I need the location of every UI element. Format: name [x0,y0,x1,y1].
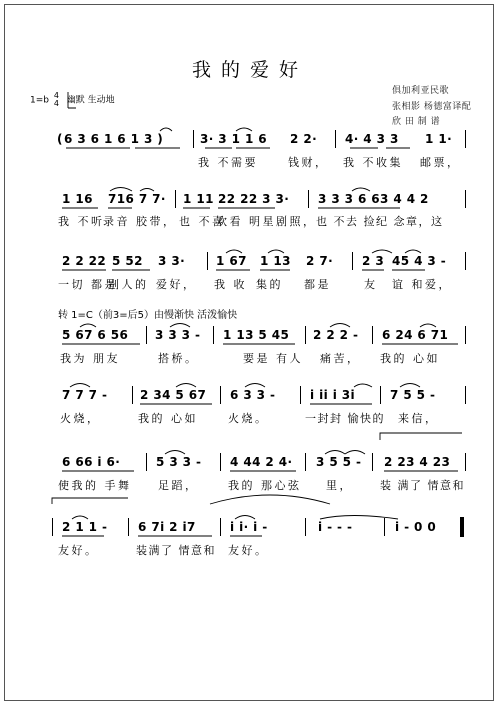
measure: 2 2 22 [62,254,107,268]
measure: 6 3 3 - [230,388,276,402]
measure: 22 22 3 3· [218,192,290,206]
modulation-marking: 转 1=C（前3=后5）由慢渐快 活泼愉快 [58,310,238,321]
lead-paren: ( [57,132,63,146]
lyric: 使我的 手舞 [58,479,132,492]
lyric: 也 不去 捡纪 念章，这 [316,215,444,228]
song-title: 我的爱好 [191,59,308,81]
lyric: 一切 都是 [58,278,118,291]
measure: 1 11 [183,192,214,206]
measure: 2 3 [362,254,385,268]
measure: 5 3 3 - [156,455,202,469]
measure: 4 44 2 4· [230,455,293,469]
lyric: 都是 [304,278,331,291]
time-bottom: 4 [53,99,59,108]
measure: 1 13 5 45 [223,328,290,342]
measure: 6 3 6 1 6 1 3 ) [64,132,164,146]
measure: 3 5 5 - [316,455,362,469]
measure: 45 4 3 - [392,254,447,268]
measure: i ii i 3i [310,388,356,402]
measure: 7 5 5 - [390,388,436,402]
lyric: 录音 胶带， [103,215,177,228]
lyric: 一封封 愉快的 [305,412,385,425]
measure: 5 52 [112,254,143,268]
measure: 1 67 [216,254,247,268]
measure: i - 0 0 [395,520,437,534]
lyric: 集的 [256,278,283,291]
lyric: 装满了 情意和 [136,544,216,557]
measure: 2 2· [290,132,318,146]
key-prefix: 1= [30,95,44,106]
measure: 2 7· [306,254,334,268]
lyric: 我 不听 [58,215,105,228]
measure: 3 3· [158,254,186,268]
lyric: 火烧， [60,412,101,425]
credit-translator: 张相影 杨德富译配 [392,101,472,112]
lyric: 我 不需要 [198,156,258,169]
measure: 716 7 7· [108,192,166,206]
measure: i - - - [318,520,353,534]
measure: 2 1 1 - [62,520,108,534]
lyric: 我 收 [214,278,247,291]
lyric: 我为 朋友 [60,352,120,365]
measure: 6 66 i 6· [62,455,121,469]
measure: 5 67 6 56 [62,328,129,342]
lyric: 谊 和爱， [392,278,452,291]
lyric: 友 [364,278,378,291]
measure: 3 3 3 6 63 4 4 2 [318,192,429,206]
measure: 2 34 5 67 [140,388,207,402]
lyric: 友好。 [228,544,269,557]
measure: 4· 4 3 3 [345,132,399,146]
lyric: 我的 心如 [138,412,198,425]
lyric: 来信， [398,412,439,425]
measure: 1 16 [62,192,93,206]
lyric: 搭桥。 [158,352,199,365]
measure: 7 7 7 - [62,388,108,402]
measure: 3 3 3 - [155,328,201,342]
tempo-marking: 幽默 生动地 [66,95,115,106]
key-letter: b [43,95,49,106]
lyric: 要是 有人 [243,352,303,365]
measure: 1 1· [425,132,453,146]
time-top: 4 [53,91,59,100]
lyric: 我的 那心弦 [228,479,302,492]
lyric: 痛苦， [320,352,361,365]
credit-engraver: 欣 田 制 谱 [392,117,441,127]
lyric: 欢看 明星剧照， [216,215,317,228]
measure: 2 2 2 - [313,328,359,342]
lyric: 别人的 [108,278,149,291]
measure: i i· i - [230,520,268,534]
measure: 3· 3 1 1 6 [200,132,268,146]
measure: 1 13 [260,254,291,268]
lyric: 装 满了 情意和 [380,479,465,492]
lyric: 里， [326,479,353,492]
lyric: 我 不收集 [343,156,403,169]
lyric: 友好。 [58,544,99,557]
lyric: 火烧。 [228,412,269,425]
lyric: 钱财， [288,156,329,169]
measure: 2 23 4 23 [384,455,451,469]
measure: 6 7i 2 i7 [138,520,196,534]
lyric: 爱好， [156,278,197,291]
lyric: 也 不喜 [179,215,226,228]
lyric: 邮票， [420,156,461,169]
lyric: 足蹈， [158,479,199,492]
measure: 6 24 6 71 [382,328,449,342]
credit-composer: 俱加利亚民歌 [392,86,450,96]
lyric: 我的 心如 [380,352,440,365]
